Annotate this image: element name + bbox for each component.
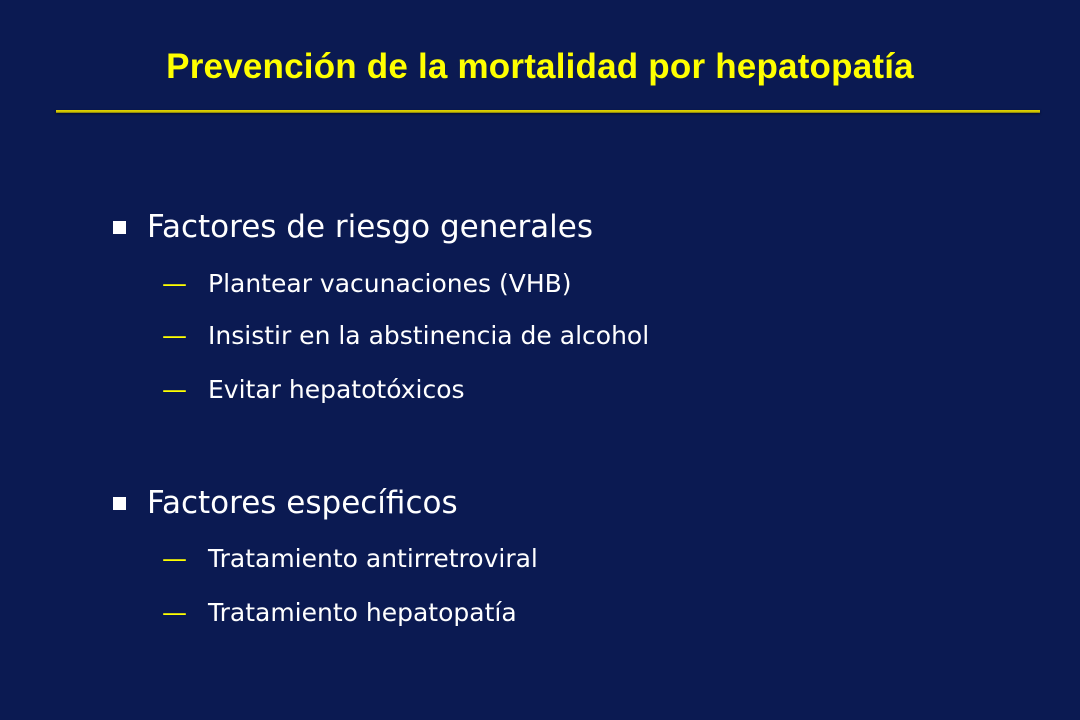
dash-bullet-icon: — [162,598,187,627]
sub-item-antiretroviral-treatment [162,541,538,577]
sub-item-hepatopathy-treatment [162,595,517,631]
dash-bullet-icon: — [162,321,187,350]
sub-item-text: Evitar hepatotóxicos [208,375,465,404]
square-bullet-icon [113,497,126,510]
sub-item-text: Insistir en la abstinencia de alcohol [208,321,650,350]
square-bullet-icon [113,221,126,234]
sub-item-text: Tratamiento antirretroviral [208,544,538,573]
sub-item-avoid-hepatotoxics [162,372,465,408]
bullet-item-specific-factors [113,481,458,525]
sub-item-text: Tratamiento hepatopatía [208,598,517,627]
bullet-text: Factores de riesgo generales [147,209,594,245]
bullet-item-general-risk-factors [113,205,593,249]
bullet-text: Factores específicos [147,485,458,521]
slide-title: Prevención de la mortalidad por hepatopatía [166,47,914,86]
dash-bullet-icon: — [162,544,187,573]
sub-item-text: Plantear vacunaciones (VHB) [208,269,572,298]
dash-bullet-icon: — [162,375,187,404]
sub-item-vaccination [162,266,572,302]
sub-item-alcohol-abstinence [162,318,649,354]
dash-bullet-icon: — [162,269,187,298]
